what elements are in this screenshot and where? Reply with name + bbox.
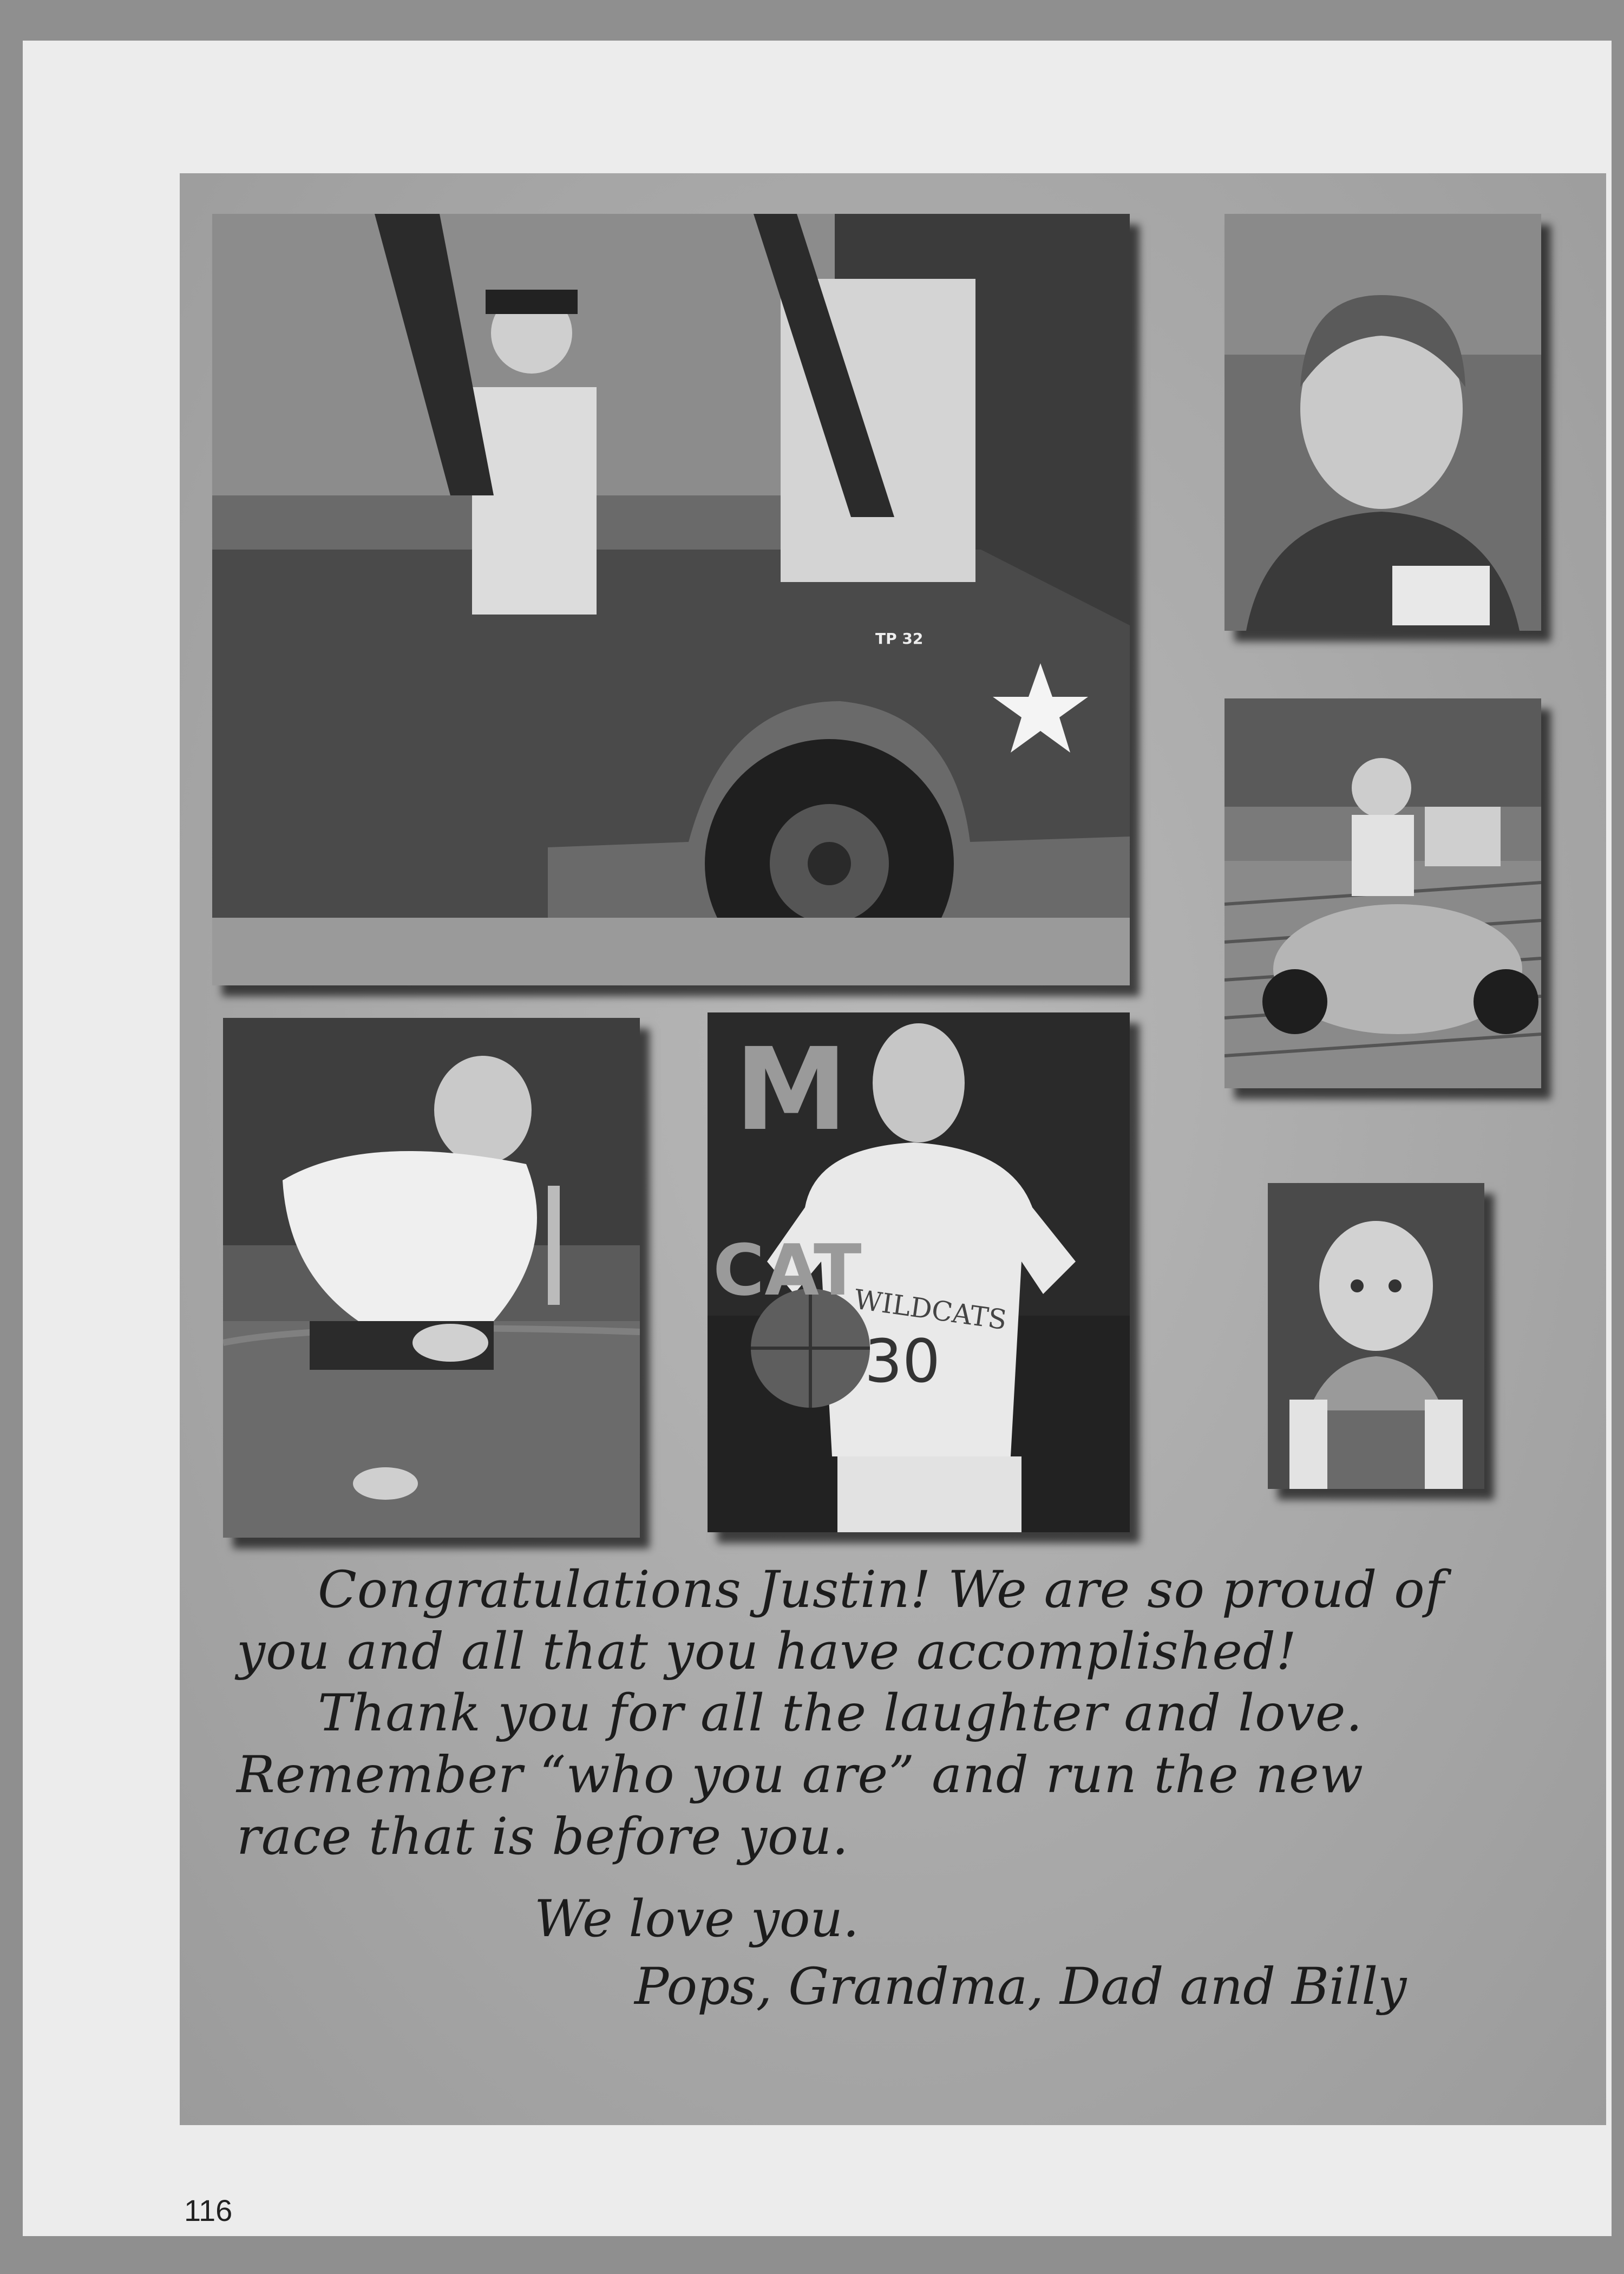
photo-basketball xyxy=(708,1012,1130,1532)
photo-relay-runner xyxy=(223,1018,640,1538)
message-line-2: you and all that you have accomplished! xyxy=(237,1622,1297,1681)
banner-letters-2: CAT xyxy=(713,1229,862,1311)
closing-line: We love you. xyxy=(534,1890,859,1949)
photo-toy-car xyxy=(1224,698,1541,1088)
banner-letters: M xyxy=(735,1023,848,1156)
message-line-1: Congratulations Justin! We are so proud of xyxy=(318,1560,1445,1619)
jersey-team: WILDCATS xyxy=(852,1283,1009,1336)
message-line-3: Thank you for all the laughter and love. xyxy=(318,1684,1363,1743)
message-line-5: race that is before you. xyxy=(237,1807,849,1866)
signature-line: Pops, Grandma, Dad and Billy xyxy=(634,1957,1407,2016)
congratulations-message xyxy=(237,1559,1574,1868)
yearbook-page xyxy=(23,41,1612,2236)
photo-boy-portrait xyxy=(1224,214,1541,631)
page-number: 116 xyxy=(184,2193,233,2227)
photo-jeep xyxy=(212,214,1130,985)
message-line-4: Remember “who you are” and run the new xyxy=(237,1746,1364,1805)
photo-baby-portrait xyxy=(1268,1183,1484,1489)
jersey-number: 30 xyxy=(865,1327,940,1396)
vehicle-code: TP 32 xyxy=(875,630,924,648)
